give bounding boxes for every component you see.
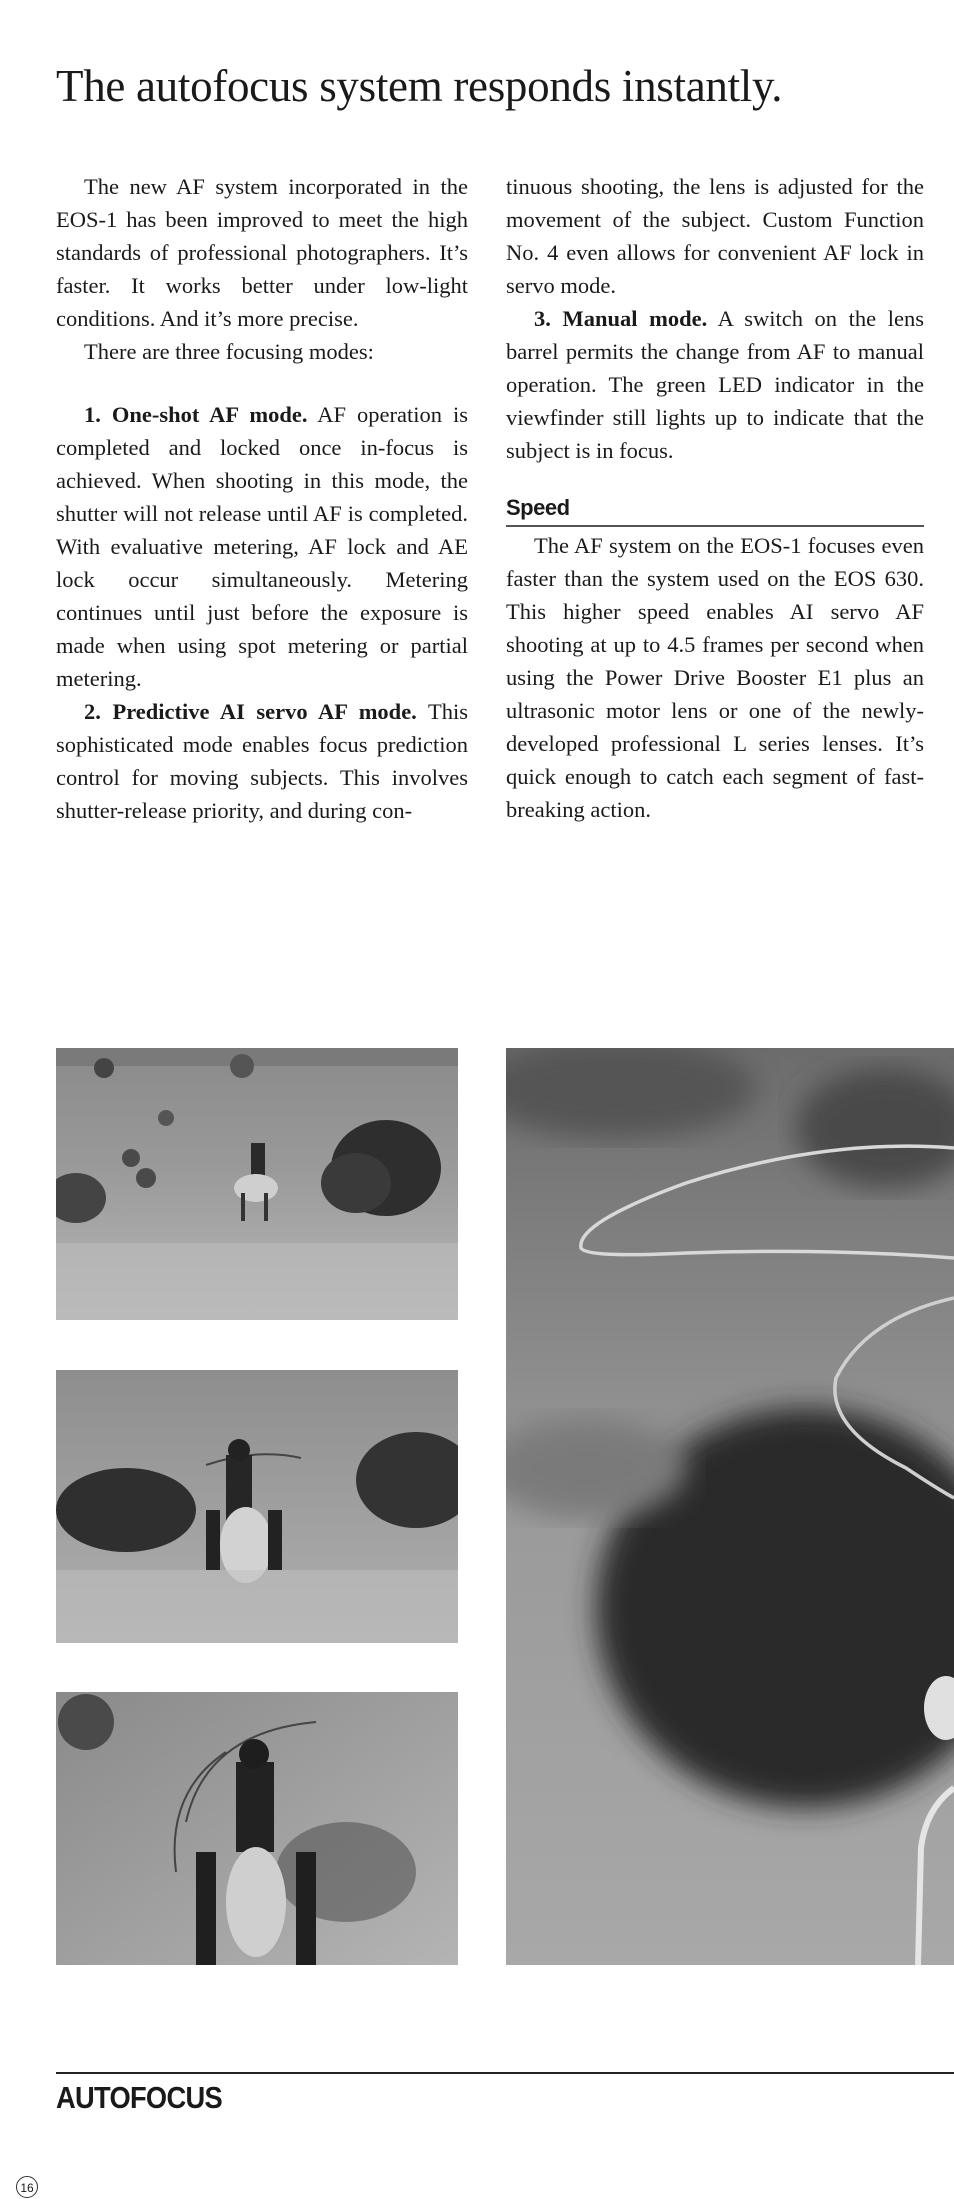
mode1-label: 1. One-shot AF mode. [84, 402, 308, 427]
photo-lasso-closeup [506, 1048, 954, 1965]
mode2-text: This sophisticated mode enables focus prediction control for moving subjects. This involves shutter-release priority, and during con- [56, 699, 468, 823]
section-label: AUTOFOCUS [56, 2080, 222, 2115]
photo-rider-approaching [56, 1370, 458, 1643]
mode3-paragraph [506, 302, 924, 467]
page-number: 16 [16, 2176, 38, 2198]
footer-rule [56, 2072, 954, 2074]
photo-rider-close [56, 1692, 458, 1965]
right-text-column [506, 170, 924, 826]
speed-heading: Speed [506, 493, 924, 527]
modes-intro: There are three focusing modes: [84, 339, 374, 364]
continuation-paragraph: tinuous shooting, the lens is adjusted for the movement of the subject. Custom Function No. 4 even allows for convenient AF lock in servo mode. [506, 174, 924, 298]
photo-rider-distant [56, 1048, 458, 1320]
mode2-paragraph [56, 695, 468, 827]
page-headline: The autofocus system responds instantly. [56, 61, 783, 111]
speed-paragraph: The AF system on the EOS-1 focuses even faster than the system used on the EOS 630. This higher speed enables AI servo AF shooting at up to 4.5 frames per second when using the Power Drive Booster E1 plus an ultrasonic motor lens or one of the newly-developed professional L series lenses. It’s quick enough to catch each segment of fast-breaking action. [506, 533, 924, 822]
mode1-text: AF operation is completed and locked once in-focus is achieved. When shooting in this mode, the shutter will not release until AF is completed. With evaluative metering, AF lock and AE lock occur simultaneously. Metering continues until just before the exposure is made when using spot metering or partial metering. [56, 402, 469, 691]
intro-paragraph: The new AF system incorporated in the EOS-1 has been improved to meet the high standards of professional photographers. It’s faster. It works better under low-light conditions. And it’s more precise. [56, 174, 468, 331]
left-text-column [56, 170, 468, 827]
mode2-label: 2. Predictive AI servo AF mode. [84, 699, 417, 724]
mode3-text: A switch on the lens barrel permits the change from AF to manual operation. The green LED indicator in the viewfinder still lights up to indicate that the subject is in focus. [506, 306, 924, 463]
mode1-paragraph [56, 398, 468, 695]
mode3-label: 3. Manual mode. [534, 306, 708, 331]
